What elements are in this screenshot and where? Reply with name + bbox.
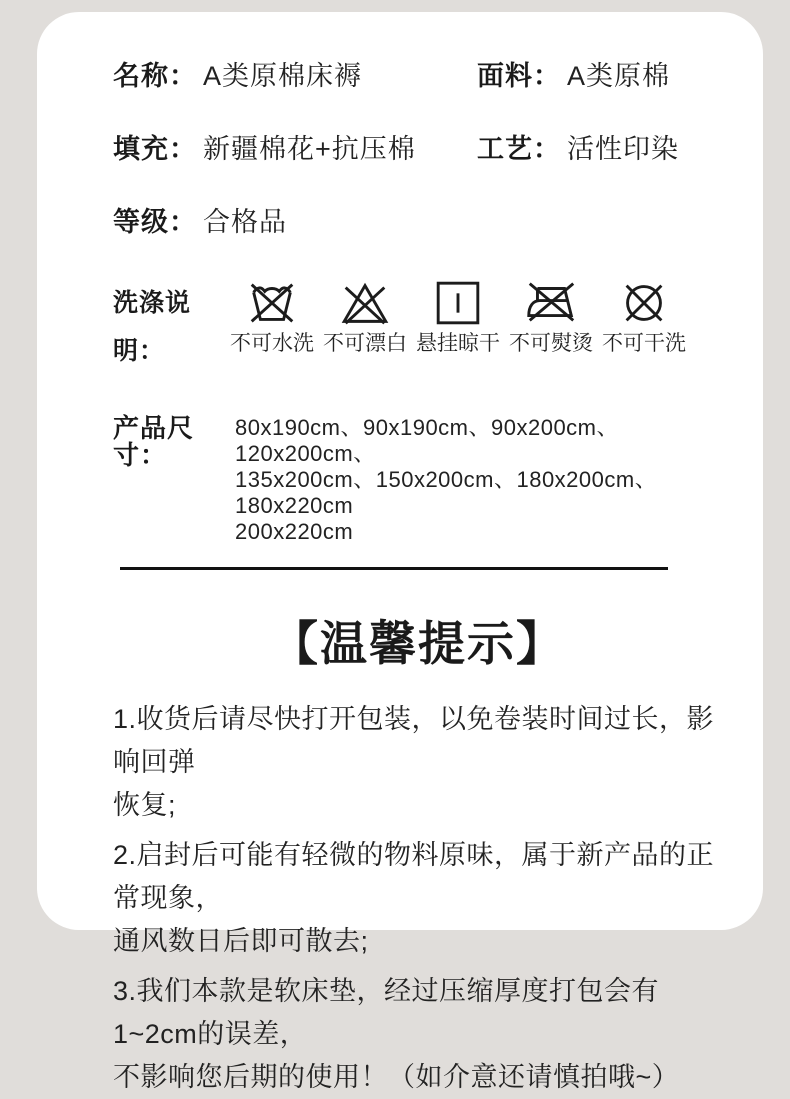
spec-filling xyxy=(113,133,477,165)
tip-3 xyxy=(113,970,723,1099)
tip-1 xyxy=(113,698,723,827)
wash-caption: 不可水洗 xyxy=(230,332,314,355)
warm-tips-title: 【温馨提示】 xyxy=(271,617,565,670)
spec-row-1 xyxy=(113,60,723,92)
no-iron-icon xyxy=(507,279,595,327)
tip-2-line-1: 2.启封后可能有轻微的物料原味，属于新产品的正常现象， xyxy=(113,840,715,913)
spec-craft-label: 工艺： xyxy=(477,134,561,164)
size-line: 80x190cm、90x190cm、90x200cm、120x200cm、 xyxy=(235,415,620,466)
tip-2-line-2: 通风数日后即可散去; xyxy=(113,926,369,956)
spec-grade xyxy=(113,206,477,238)
spec-filling-label: 填充： xyxy=(113,134,197,164)
tip-1-line-1: 1.收货后请尽快打开包装，以免卷装时间过长，影响回弹 xyxy=(113,704,715,777)
wash-caption: 不可漂白 xyxy=(323,332,407,355)
tip-3-line-1: 3.我们本款是软床垫，经过压缩厚度打包会有1~2cm的误差， xyxy=(113,976,660,1049)
no-wash-icon xyxy=(228,279,316,327)
spec-fabric-label: 面料： xyxy=(477,61,561,91)
size-line: 200x220cm xyxy=(235,519,354,544)
wash-item-no-iron xyxy=(507,279,595,357)
wash-caption: 悬挂晾干 xyxy=(416,332,500,355)
product-spec-card xyxy=(37,12,763,1092)
size-line: 135x200cm、150x200cm、180x200cm、180x220cm xyxy=(235,467,658,518)
spec-fabric-value: A类原棉 xyxy=(567,61,671,91)
washing-icon-list xyxy=(228,279,688,357)
wash-item-no-dry-clean xyxy=(600,279,688,357)
wash-caption: 不可熨烫 xyxy=(509,332,593,355)
no-bleach-icon xyxy=(321,279,409,327)
spec-grade-value: 合格品 xyxy=(203,207,287,237)
spec-craft-value: 活性印染 xyxy=(567,134,679,164)
tip-1-line-2: 恢复; xyxy=(113,790,177,820)
spec-row-2 xyxy=(113,133,723,165)
spec-filling-value: 新疆棉花+抗压棉 xyxy=(203,134,416,164)
hang-dry-item xyxy=(414,279,502,357)
tip-2 xyxy=(113,834,723,963)
spec-name-label: 名称： xyxy=(113,61,197,91)
spec-fabric xyxy=(477,60,723,92)
wash-caption: 不可干洗 xyxy=(602,332,686,355)
spec-grade-label: 等级： xyxy=(113,207,197,237)
spec-name xyxy=(113,60,477,92)
spec-row-3 xyxy=(113,206,723,238)
hang-dry-icon xyxy=(414,279,502,327)
warm-tips-body xyxy=(113,698,723,1099)
spec-craft xyxy=(477,133,723,165)
product-sizes-list xyxy=(235,415,723,545)
washing-instructions-row xyxy=(113,279,723,375)
wash-item-no-wash xyxy=(228,279,316,357)
tip-3-line-2: 不影响您后期的使用！（如介意还请慎拍哦~） xyxy=(113,1062,680,1092)
spec-name-value: A类原棉床褥 xyxy=(203,61,363,91)
no-dry-clean-icon xyxy=(600,279,688,327)
product-sizes-label: 产品尺寸： xyxy=(113,413,195,470)
washing-instructions-label: 洗涤说明： xyxy=(113,289,192,365)
wash-item-no-bleach xyxy=(321,279,409,357)
divider-line xyxy=(120,567,668,570)
product-sizes-row xyxy=(113,415,723,545)
